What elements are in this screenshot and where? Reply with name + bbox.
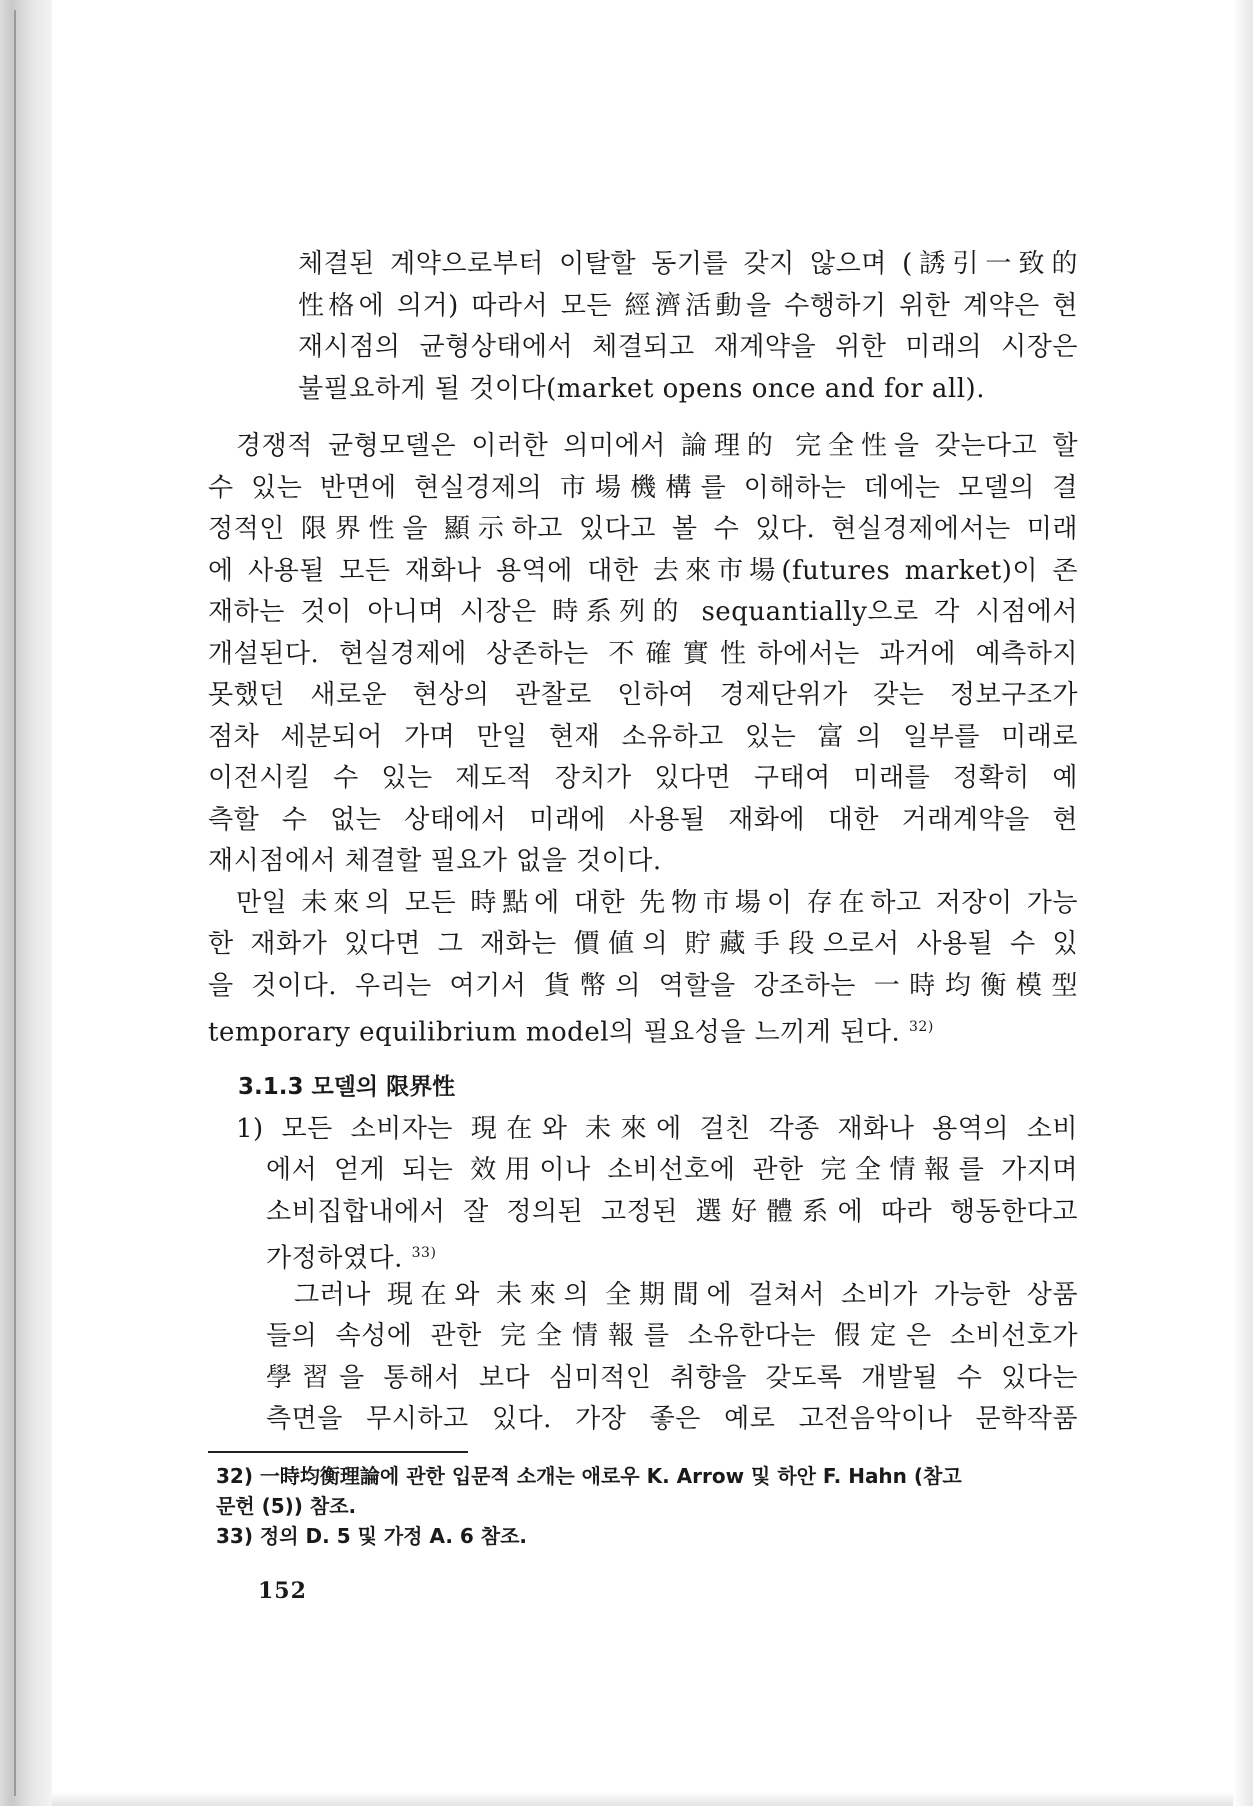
text-span: 가정하였다.: [266, 1243, 403, 1274]
quote-block: [236, 244, 1078, 410]
text-line: 學習을 통해서 보다 심미적인 취향을 갖도록 개발될 수 있다는: [266, 1362, 1078, 1393]
text-span: temporary equilibrium model의 필요성을 느끼게 된다.: [208, 1017, 901, 1048]
text-line: 1) 모든 소비자는 現在와 未來에 걸친 각종 재화나 용역의 소비: [236, 1113, 1078, 1144]
list-item-1: [236, 1109, 1078, 1441]
text-line: 불필요하게 될 것이다(market opens once and for all).: [298, 373, 985, 404]
text-line: 재시점의 균형상태에서 체결되고 재계약을 위한 미래의 시장은: [298, 332, 1078, 362]
text-line: [208, 1007, 1078, 1049]
page-edge: [0, 0, 52, 1806]
text-line: 재하는 것이 아니며 시장은 時系列的 sequantially으로 각 시점에서: [208, 597, 1078, 627]
page-shadow-bottom: [52, 1792, 1233, 1806]
text-line: 측면을 무시하고 있다. 가장 좋은 예로 고전음악이나 문학작품: [266, 1404, 1078, 1434]
text-line: 이전시킬 수 있는 제도적 장치가 있다면 구태여 미래를 정확히 예: [208, 763, 1078, 793]
text-line: 에서 얻게 되는 效用이나 소비선호에 관한 完全情報를 가지며: [266, 1155, 1078, 1185]
text-line: 점차 세분되어 가며 만일 현재 소유하고 있는 富의 일부를 미래로: [208, 721, 1078, 752]
text-line: 수 있는 반면에 현실경제의 市場機構를 이해하는 데에는 모델의 결: [208, 472, 1078, 503]
text-line: 소비집합내에서 잘 정의된 고정된 選好體系에 따라 행동한다고: [266, 1196, 1078, 1227]
text-line: 정적인 限界性을 顯示하고 있다고 볼 수 있다. 현실경제에서는 미래: [208, 514, 1078, 544]
footnote-33: 33) 정의 D. 5 및 가정 A. 6 참조.: [216, 1523, 527, 1548]
footnotes: [216, 1461, 1078, 1551]
text-line: 경쟁적 균형모델은 이러한 의미에서 論理的 完全性을 갖는다고 할: [236, 431, 1078, 461]
text-line: [236, 1233, 1078, 1275]
paragraph-1: [208, 426, 1078, 883]
page-body: [208, 244, 1078, 1551]
text-line: 에 사용될 모든 재화나 용역에 대한 去來市場(futures market)이 존: [208, 555, 1078, 586]
footnote-32: 32) 一時均衡理論에 관한 입문적 소개는 애로우 K. Arrow 및 하안 F. Hahn (참고: [216, 1463, 962, 1488]
page-number: 152: [258, 1578, 307, 1604]
footnote-ref[interactable]: 32): [909, 1019, 934, 1035]
text-line: 性格에 의거) 따라서 모든 經濟活動을 수행하기 위한 계약은 현: [298, 290, 1078, 321]
footnote-32-cont: 문헌 (5)) 참조.: [216, 1493, 357, 1518]
text-line: 을 것이다. 우리는 여기서 貨幣의 역할을 강조하는 一時均衡模型: [208, 970, 1078, 1001]
footnote-ref[interactable]: 33): [411, 1245, 437, 1261]
section-title: 3.1.3 모델의 限界性: [238, 1073, 456, 1100]
text-line: 한 재화가 있다면 그 재화는 價値의 貯藏手段으로서 사용될 수 있: [208, 929, 1078, 959]
paragraph-2: [208, 883, 1078, 1049]
text-line: 만일 未來의 모든 時點에 대한 先物市場이 存在하고 저장이 가능: [236, 887, 1078, 918]
footnote-divider: [208, 1451, 468, 1453]
text-line: 들의 속성에 관한 完全情報를 소유한다는 假定은 소비선호가: [266, 1321, 1078, 1351]
text-line: 개설된다. 현실경제에 상존하는 不確實性하에서는 과거에 예측하지: [208, 638, 1078, 669]
text-line: 측할 수 없는 상태에서 미래에 사용될 재화에 대한 거래계약을 현: [208, 804, 1078, 835]
text-line: 못했던 새로운 현상의 관찰로 인하여 경제단위가 갖는 정보구조가: [208, 680, 1078, 710]
text-line: 재시점에서 체결할 필요가 없을 것이다.: [208, 846, 662, 876]
page-shadow: [1233, 0, 1253, 1806]
text-line: 그러나 現在와 未來의 全期間에 걸쳐서 소비가 가능한 상품: [294, 1279, 1078, 1310]
text-line: 체결된 계약으로부터 이탈할 동기를 갖지 않으며 (誘引一致的: [298, 249, 1078, 279]
